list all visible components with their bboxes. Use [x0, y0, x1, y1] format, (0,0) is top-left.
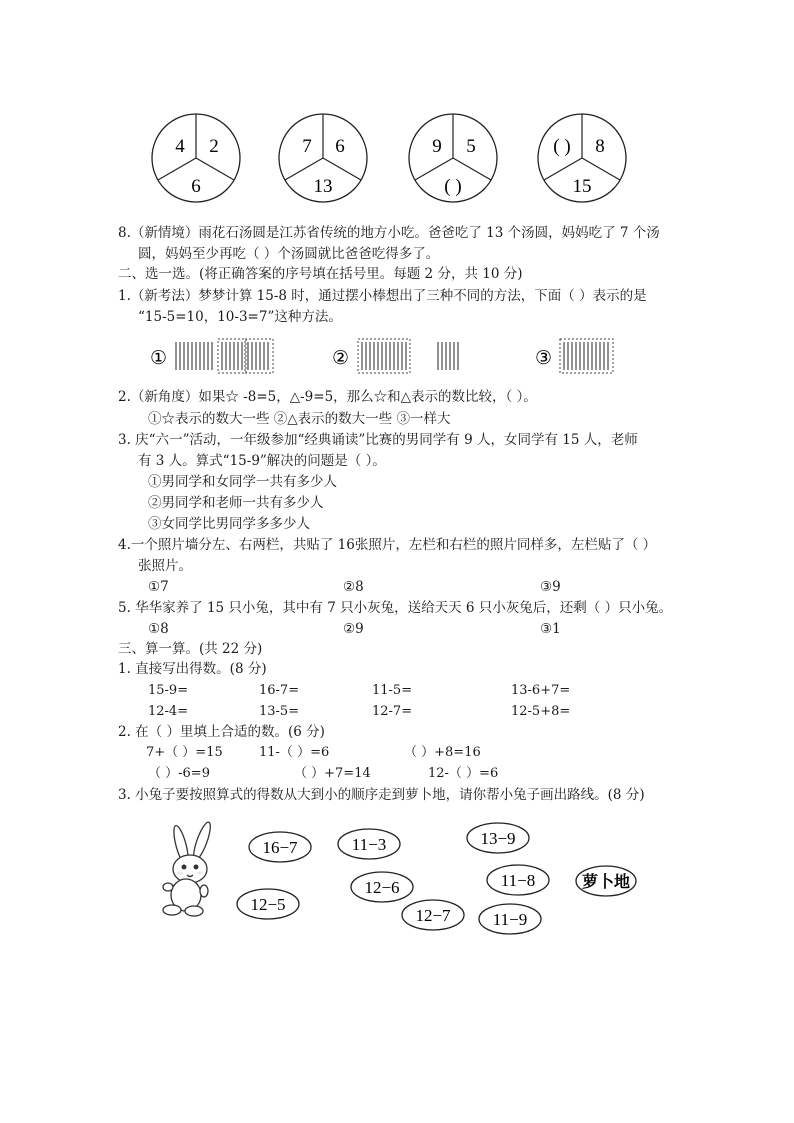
- s3-q1-r2c3: 12-7=: [372, 704, 413, 719]
- s3-q1-title: 1. 直接写出得数。(8 分): [118, 661, 267, 677]
- ellipse-11-3[interactable]: [338, 829, 400, 859]
- ellipse-12-7[interactable]: [402, 900, 464, 930]
- circle-3-top-right: 5: [466, 136, 476, 157]
- q8-line2: 圆，妈妈至少再吃（ ）个汤圆就比爸爸吃得多了。: [138, 246, 440, 262]
- s2-q4-option2: ②8: [343, 579, 364, 595]
- rabbit-route-figure: [150, 815, 650, 940]
- circle-4-top-right: 8: [595, 136, 605, 157]
- s2-q4-option1: ①7: [148, 579, 169, 595]
- s3-q1-r1c3: 11-5=: [372, 683, 413, 698]
- svg-text:12−5: 12−5: [250, 895, 286, 914]
- stick-option-1-label: ①: [150, 348, 168, 369]
- svg-text:萝卜地: 萝卜地: [581, 874, 631, 891]
- circle-1: [152, 114, 240, 202]
- s3-q2-r2c2: （ ）+7=14: [294, 766, 371, 781]
- ellipse-12-5[interactable]: [237, 889, 299, 919]
- svg-text:12−6: 12−6: [364, 878, 400, 897]
- svg-text:11−9: 11−9: [492, 910, 528, 929]
- s2-q4-option3: ③9: [540, 579, 561, 595]
- s3-q1-r1c2: 16-7=: [259, 683, 300, 698]
- svg-text:13−9: 13−9: [480, 829, 516, 848]
- stick-group-1: [176, 342, 268, 370]
- s3-q1-r1c4: 13-6+7=: [511, 683, 571, 698]
- s2-q3-line1: 3. 庆“六一”活动，一年级参加“经典诵读”比赛的男同学有 9 人，女同学有 15 人，老师: [118, 432, 638, 448]
- rabbit-image: [163, 820, 214, 916]
- circle-1-bottom: 6: [191, 176, 201, 197]
- ellipse-11-9[interactable]: [479, 904, 541, 934]
- s2-q5-option3: ③1: [540, 621, 561, 637]
- circle-4-top-left: ( ): [553, 136, 571, 157]
- number-circles: [140, 108, 660, 208]
- circle-3-bottom: ( ): [444, 176, 462, 197]
- circle-2-bottom: 13: [313, 176, 333, 197]
- q8-line1: 8.（新情境）雨花石汤圆是江苏省传统的地方小吃。爸爸吃了 13 个汤圆，妈妈吃了 7 个汤: [118, 225, 660, 241]
- s2-q5-option2: ②9: [343, 621, 364, 637]
- s3-q2-r2c3: 12-（ ）=6: [428, 766, 499, 781]
- stick-group-3: [564, 342, 608, 370]
- ellipse-13-9[interactable]: [467, 823, 529, 853]
- stick-option-2-label: ②: [332, 348, 350, 369]
- circle-2-top-left: 7: [302, 136, 312, 157]
- ellipse-16-7[interactable]: [249, 832, 311, 862]
- s3-q2-r1c1: 7+（ ）=15: [146, 745, 223, 760]
- s2-q1-line2: “15-5=10，10-3=7”这种方法。: [138, 309, 342, 325]
- svg-text:11−8: 11−8: [500, 871, 536, 890]
- section3-title: 三、算一算。(共 22 分): [118, 641, 263, 657]
- circle-2: [279, 114, 367, 202]
- svg-text:12−7: 12−7: [415, 906, 451, 925]
- s3-q1-r2c2: 13-5=: [259, 704, 300, 719]
- s2-q2-options: ①☆表示的数大一些 ②△表示的数大一些 ③一样大: [148, 411, 451, 427]
- s3-q3-title: 3. 小兔子要按照算式的得数从大到小的顺序走到萝卜地，请你帮小兔子画出路线。(8 分): [118, 787, 645, 803]
- s2-q3-option2: ②男同学和老师一共有多少人: [148, 495, 324, 511]
- circle-1-top-left: 4: [175, 136, 185, 157]
- s3-q1-r2c1: 12-4=: [148, 704, 189, 719]
- svg-text:16−7: 16−7: [262, 838, 298, 857]
- ellipse-11-8[interactable]: [487, 865, 549, 895]
- circle-1-top-right: 2: [209, 136, 219, 157]
- svg-text:11−3: 11−3: [351, 835, 387, 854]
- s3-q2-r1c3: （ ）+8=16: [404, 745, 481, 760]
- s2-q3-line2: 有 3 人。算式“15-9”解决的问题是（ ）。: [138, 453, 386, 469]
- s2-q1-line1: 1.（新考法）梦梦计算 15-8 时，通过摆小棒想出了三种不同的方法，下面（ ）表示的是: [118, 288, 647, 304]
- s3-q1-r2c4: 12-5+8=: [511, 704, 571, 719]
- s2-q2-line1: 2.（新角度）如果☆ -8=5，△-9=5，那么☆和△表示的数比较，（ ）。: [118, 389, 537, 405]
- s2-q3-option3: ③女同学比男同学多多少人: [148, 516, 310, 532]
- circle-2-top-right: 6: [335, 136, 345, 157]
- s3-q2-r1c2: 11-（ ）=6: [259, 745, 330, 760]
- circle-3-top-left: 9: [432, 136, 442, 157]
- ellipse-12-6[interactable]: [351, 872, 413, 902]
- s2-q3-option1: ①男同学和女同学一共有多少人: [148, 474, 337, 490]
- s3-q1-r1c1: 15-9=: [148, 683, 189, 698]
- s3-q2-title: 2. 在（ ）里填上合适的数。(6 分): [118, 724, 325, 740]
- s3-q2-r2c1: （ ）-6=9: [148, 766, 210, 781]
- circle-4: [538, 114, 626, 202]
- stick-options: [140, 336, 620, 376]
- s2-q5-line1: 5. 华华家养了 15 只小兔，其中有 7 只小灰兔，送给天天 6 只小灰兔后，还剩（ ）只小兔。: [118, 600, 673, 616]
- s2-q4-line1: 4.一个照片墙分左、右两栏，共贴了 16张照片，左栏和右栏的照片同样多，左栏贴了（ ）: [118, 537, 657, 553]
- stick-option-3-label: ③: [535, 348, 553, 369]
- circle-4-bottom: 15: [572, 176, 592, 197]
- destination-radish-field[interactable]: [576, 866, 636, 896]
- section2-title: 二、选一选。(将正确答案的序号填在括号里。每题 2 分，共 10 分): [118, 266, 523, 282]
- circle-3: [409, 114, 497, 202]
- s2-q5-option1: ①8: [148, 621, 169, 637]
- s2-q4-line2: 张照片。: [138, 558, 192, 574]
